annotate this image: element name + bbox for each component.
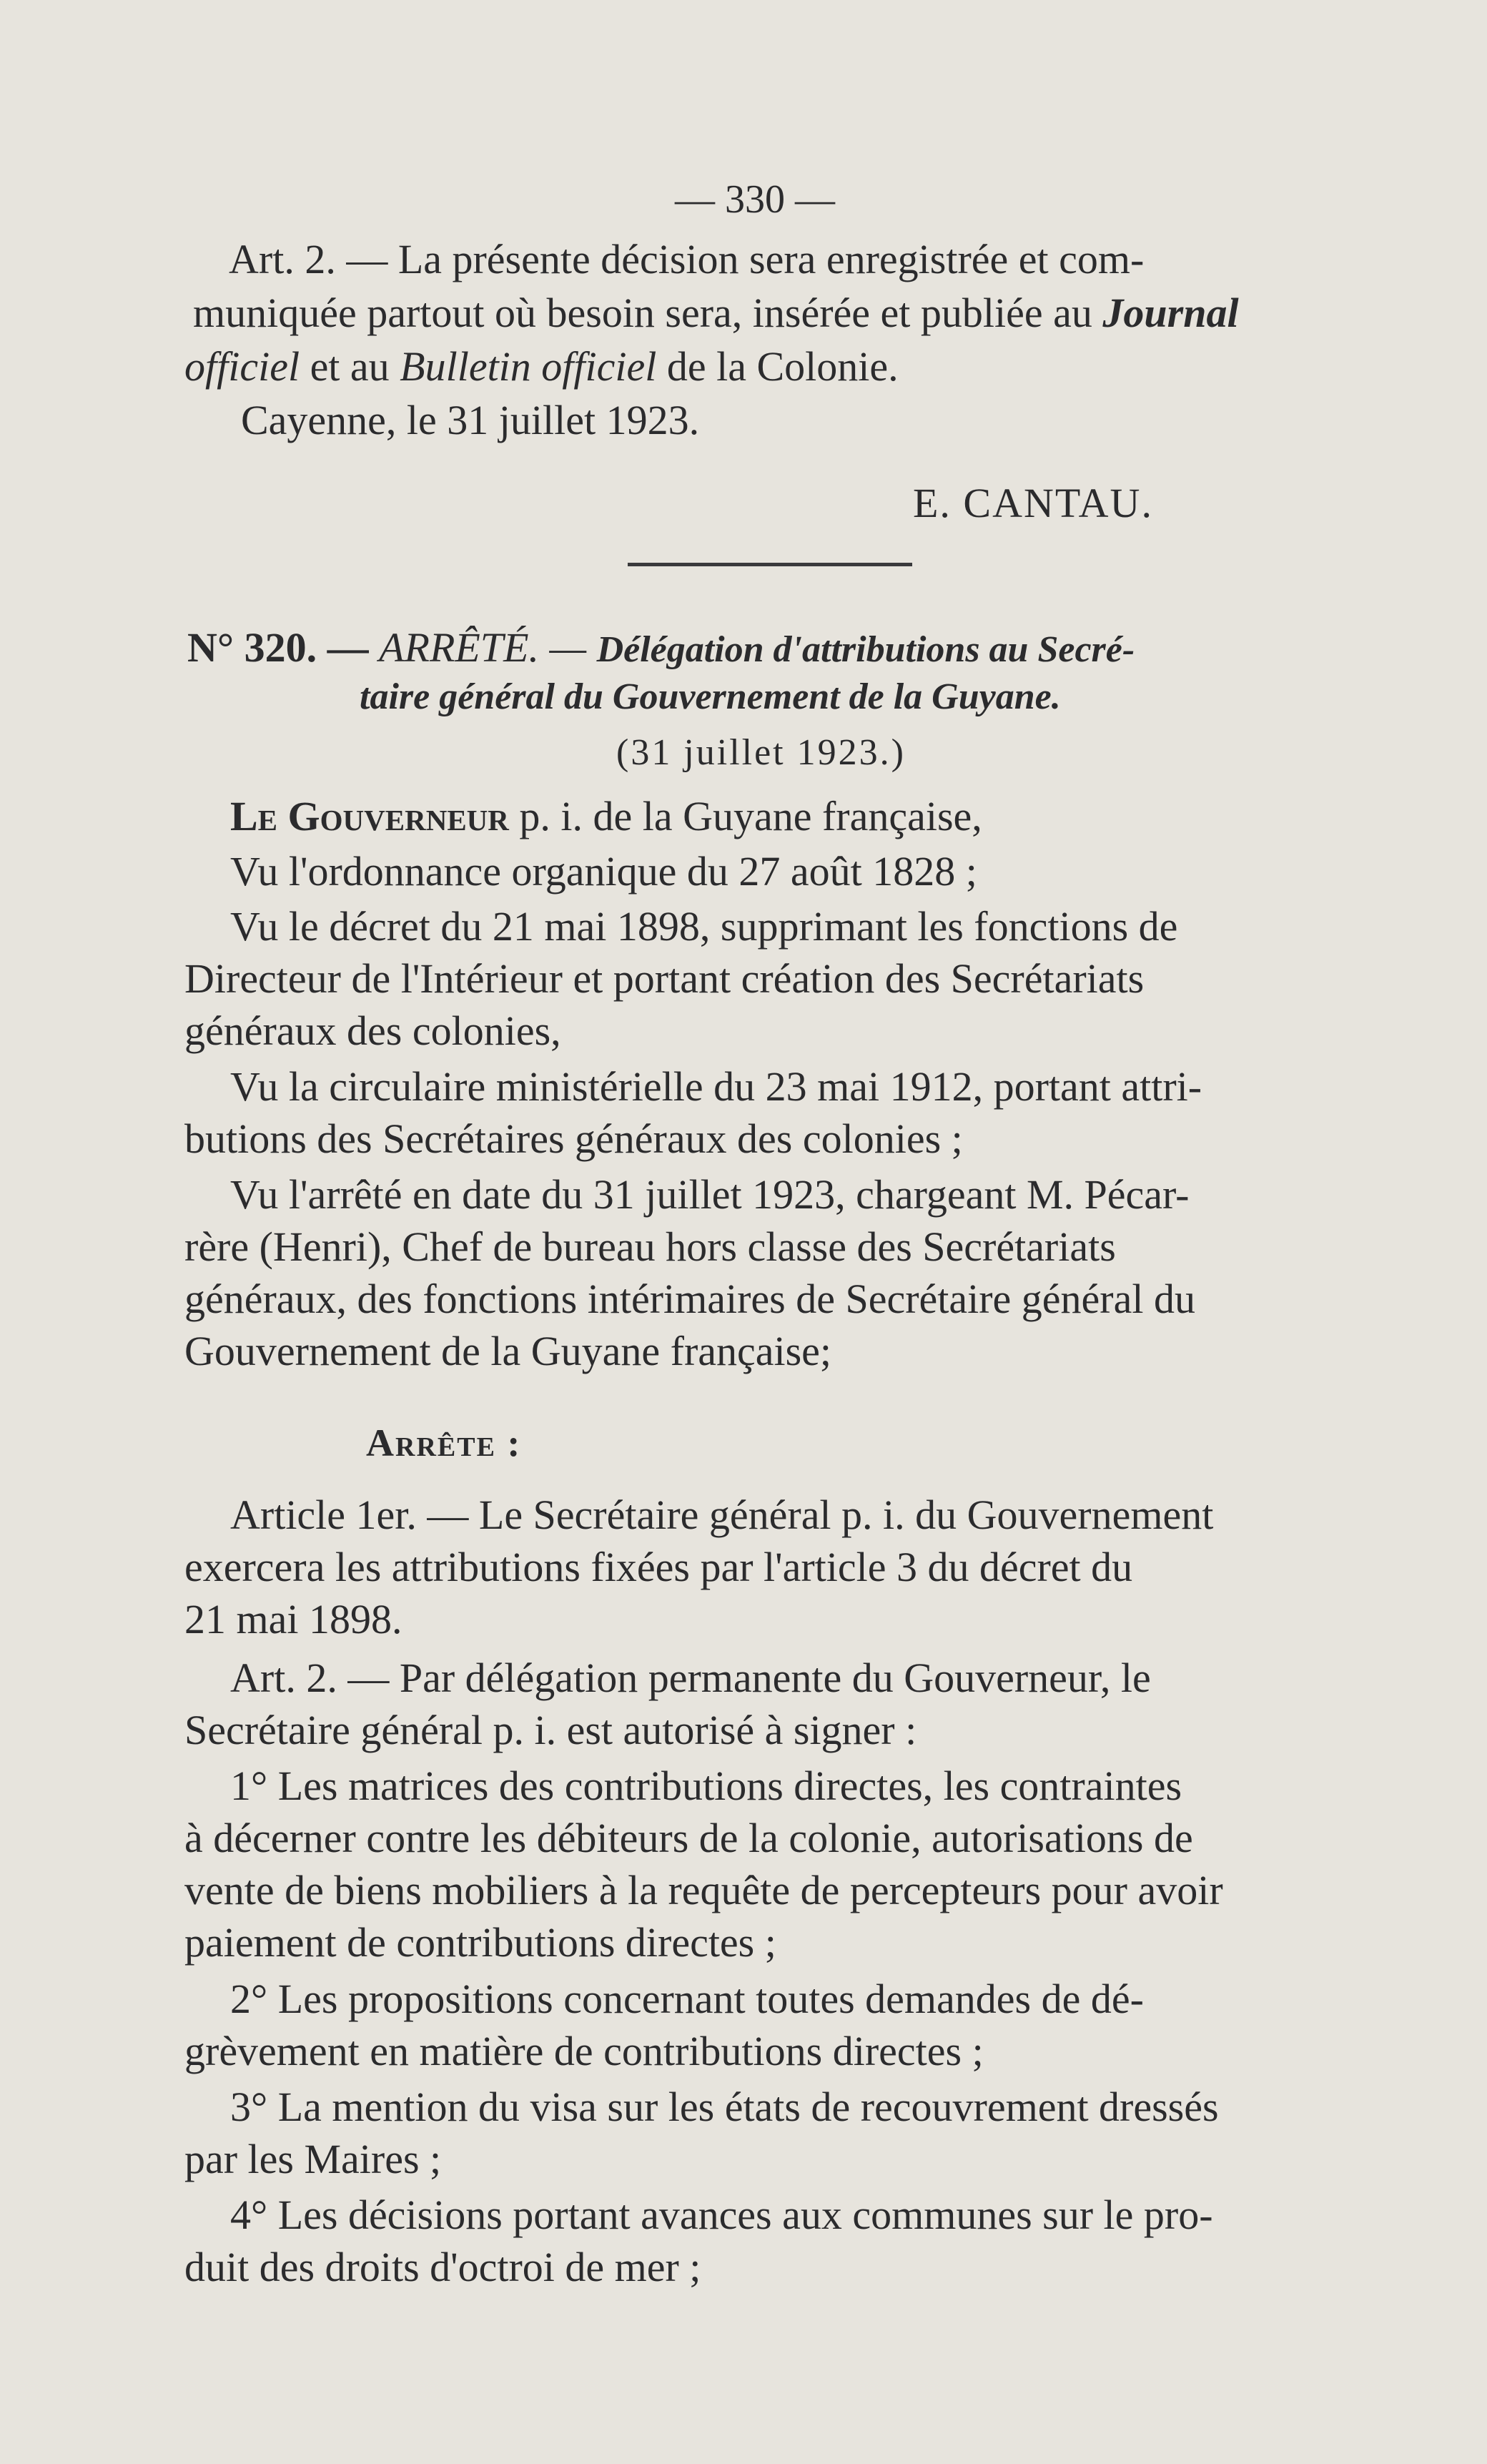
considerant-line	[184, 902, 1357, 950]
arrete-date: (31 juillet 1923.)	[616, 732, 906, 773]
considerant-line: Gouvernement de la Guyane française;	[184, 1328, 832, 1374]
issuer-line	[230, 792, 982, 840]
article-line: Secrétaire général p. i. est autorisé à signer :	[184, 1707, 917, 1753]
section-divider	[628, 563, 912, 566]
article-line: 1° Les matrices des contributions directes, les contraintes	[230, 1763, 1182, 1809]
text-segment: de la Colonie.	[666, 343, 899, 390]
text-line: Vu le décret du 21 mai 1898, supprimant les fonctions de	[230, 903, 1178, 950]
arrete-header-line-1	[187, 624, 1135, 671]
arrete-subject-2: taire général du Gouvernement de la Guyane.	[360, 676, 1061, 717]
considerant-line: Directeur de l'Intérieur et portant création des Secrétariats	[184, 955, 1145, 1002]
arrete-subject-1: Délégation d'attributions au Secré-	[596, 629, 1135, 670]
issuer-title: Le Gouverneur	[230, 793, 509, 839]
considerant-line: butions des Secrétaires généraux des colonies ;	[184, 1115, 963, 1162]
considerant-line: Vu l'arrêté en date du 31 juillet 1923, chargeant M. Pécar-	[230, 1171, 1190, 1218]
article-line: par les Maires ;	[184, 2136, 442, 2182]
article-line: à décerner contre les débiteurs de la colonie, autorisations de	[184, 1815, 1193, 1861]
article-line: 2° Les propositions concernant toutes demandes de dé-	[230, 1976, 1144, 2022]
article-line: vente de biens mobiliers à la requête de percepteurs pour avoir	[184, 1867, 1223, 1913]
arrete-type: ARRÊTÉ. —	[379, 624, 587, 671]
article-line: Art. 2. — Par délégation permanente du Gouverneur, le	[230, 1655, 1151, 1701]
previous-art2-line-1	[184, 235, 1357, 283]
considerant-line: généraux des colonies,	[184, 1007, 561, 1054]
previous-art2-line-3	[184, 343, 899, 390]
article-line: exercera les attributions fixées par l'article 3 du décret du	[184, 1544, 1133, 1590]
bulletin-title: Bulletin officiel	[400, 343, 657, 390]
article-line: 4° Les décisions portant avances aux communes sur le pro-	[230, 2192, 1213, 2238]
article-line: grèvement en matière de contributions directes ;	[184, 2028, 984, 2074]
journal-title: Journal	[1102, 290, 1239, 336]
considerant-line: généraux, des fonctions intérimaires de Secrétaire général du	[184, 1276, 1195, 1322]
text-line: Art. 2. — La présente décision sera enregistrée et com-	[229, 236, 1145, 282]
issuer-rest: p. i. de la Guyane française,	[519, 793, 982, 839]
text-segment: et au	[310, 343, 390, 390]
decides-label: Arrête :	[366, 1421, 522, 1464]
article-line: paiement de contributions directes ;	[184, 1919, 776, 1966]
previous-art2-line-2	[193, 289, 1239, 337]
text-segment: muniquée partout où besoin sera, insérée et publiée au	[193, 290, 1092, 336]
signature: E. CANTAU.	[913, 480, 1153, 526]
considerant-line: rère (Henri), Chef de bureau hors classe des Secrétariats	[184, 1223, 1116, 1270]
arrete-number: N° 320. —	[187, 624, 369, 671]
article-line: 21 mai 1898.	[184, 1596, 402, 1642]
considerant-line: Vu la circulaire ministérielle du 23 mai 1912, portant attri-	[230, 1063, 1202, 1110]
article-line: 3° La mention du visa sur les états de recouvrement dressés	[230, 2084, 1219, 2130]
officiel-word: officiel	[184, 343, 300, 390]
article-line: Article 1er. — Le Secrétaire général p. i. du Gouvernement	[230, 1492, 1214, 1538]
page-number: — 330 —	[675, 177, 835, 222]
article-line: duit des droits d'octroi de mer ;	[184, 2244, 701, 2290]
place-date: Cayenne, le 31 juillet 1923.	[241, 397, 700, 443]
considerant-line: Vu l'ordonnance organique du 27 août 1828 ;	[230, 848, 977, 895]
